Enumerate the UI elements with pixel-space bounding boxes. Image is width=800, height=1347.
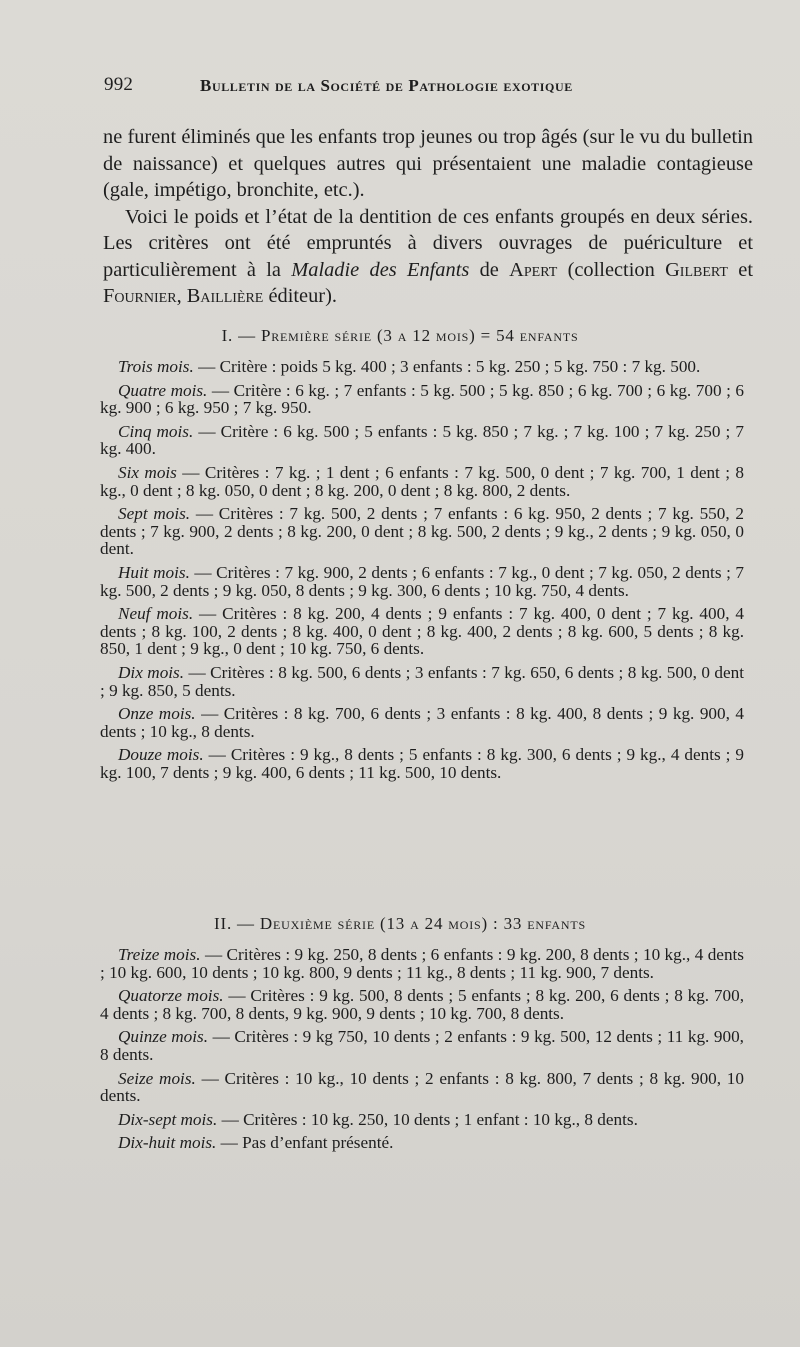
journal-title: Bulletin de la Société de Pathologie exotique (200, 76, 573, 95)
author-apert: Apert (509, 258, 558, 281)
list-item: Sept mois. — Critères : 7 kg. 500, 2 dents ; 7 enfants : 6 kg. 950, 2 dents ; 7 kg. 550, 2 dents ; 7 kg. 900, 2 dents ; 8 kg. 200, 0 dent ; 8 kg. 500, 2 dents ; 9 kg., 2 dents ; 9 kg. 050, 0 dent. (100, 504, 744, 559)
list-item: Quatorze mois. — Critères : 9 kg. 500, 8 dents ; 5 enfants ; 8 kg. 200, 6 dents ; 8 kg. 700, 4 dents ; 8 kg. 700, 8 dents, 9 kg. 900, 9 dents ; 10 kg. 700, 8 dents. (100, 986, 745, 1023)
list-item: Six mois — Critères : 7 kg. ; 1 dent ; 6 enfants : 7 kg. 500, 0 dent ; 7 kg. 700, 1 dent ; 8 kg., 0 dent ; 8 kg. 050, 0 dent ; 8 kg. 200, 0 dent ; 8 kg. 800, 2 dents. (100, 462, 744, 500)
author-fournier: Fournier (103, 285, 177, 307)
intro-paragraph-1: ne furent éliminés que les enfants trop jeunes ou trop âgés (sur le vu du bulletin de naissance) et quelques autres qui présentaient une maladie contagieuse (gale, impétigo, bronchite, etc.). (103, 126, 753, 201)
page-number: 992 (104, 74, 134, 95)
series-1-entries (100, 358, 744, 787)
list-item: Cinq mois. — Critère : 6 kg. 500 ; 5 enfants : 5 kg. 850 ; 7 kg. ; 7 kg. 100 ; 7 kg. 250 ; 7 kg. 400. (100, 421, 744, 459)
intro-text (103, 124, 753, 310)
publisher: Baillière (186, 285, 264, 307)
list-item: Treize mois. — Critères : 9 kg. 250, 8 dents ; 6 enfants : 9 kg. 200, 8 dents ; 10 kg., 4 dents ; 10 kg. 600, 10 dents ; 10 kg. 800, 9 dents ; 11 kg., 8 dents ; 11 kg. 900, 7 dents. (100, 945, 744, 982)
list-item: Onze mois. — Critères : 8 kg. 700, 6 dents ; 3 enfants : 8 kg. 400, 8 dents ; 9 kg. 900, 4 dents ; 10 kg., 8 dents. (100, 704, 744, 741)
list-item: Dix-huit mois. — Pas d’enfant présenté. (118, 1133, 394, 1153)
list-item: Huit mois. — Critères : 7 kg. 900, 2 dents ; 6 enfants : 7 kg., 0 dent ; 7 kg. 050, 2 dents ; 7 kg. 500, 2 dents ; 9 kg. 050, 8 dents ; 9 kg. 300, 6 dents ; 10 kg. 750, 4 dents. (100, 562, 744, 600)
list-item: Dix mois. — Critères : 8 kg. 500, 6 dents ; 3 enfants : 7 kg. 650, 6 dents ; 8 kg. 500, 0 dent ; 9 kg. 850, 5 dents. (100, 662, 744, 700)
list-item: Douze mois. — Critères : 9 kg., 8 dents ; 5 enfants : 8 kg. 300, 6 dents ; 9 kg., 4 dents ; 9 kg. 100, 7 dents ; 9 kg. 400, 6 dents ; 11 kg. 500, 10 dents. (100, 745, 744, 782)
series-2-entries (100, 946, 744, 1158)
list-item: Seize mois. — Critères : 10 kg., 10 dents ; 2 enfants : 8 kg. 800, 7 dents ; 8 kg. 900, 10 dents. (100, 1068, 744, 1106)
section-title-series-2: II. — Deuxième série (13 a 24 mois) : 33 enfants (214, 914, 586, 933)
list-item: Dix-sept mois. — Critères : 10 kg. 250, 10 dents ; 1 enfant : 10 kg., 8 dents. (118, 1109, 638, 1129)
list-item: Trois mois. — Critère : poids 5 kg. 400 ; 3 enfants : 5 kg. 250 ; 5 kg. 750 : 7 kg. 500. (118, 357, 701, 376)
book-title: Maladie des Enfants (291, 258, 470, 281)
list-item: Neuf mois. — Critères : 8 kg. 200, 4 dents ; 9 enfants : 7 kg. 400, 0 dent ; 7 kg. 400, 4 dents ; 8 kg. 100, 2 dents ; 8 kg. 400, 0 dent ; 8 kg. 400, 2 dents ; 8 kg. 600, 5 dents ; 8 kg. 850, 1 dent ; 9 kg., 0 dent ; 10 kg. 750, 6 dents. (100, 604, 745, 659)
list-item: Quinze mois. — Critères : 9 kg 750, 10 dents ; 2 enfants : 9 kg. 500, 12 dents ; 11 kg. 900, 8 dents. (100, 1027, 744, 1064)
list-item: Quatre mois. — Critère : 6 kg. ; 7 enfants : 5 kg. 500 ; 5 kg. 850 ; 6 kg. 700 ; 6 kg. 700 ; 6 kg. 900 ; 6 kg. 950 ; 7 kg. 950. (100, 380, 744, 418)
section-title-series-1: I. — Première série (3 a 12 mois) = 54 enfants (221, 326, 579, 345)
author-gilbert: Gilbert (665, 258, 728, 281)
intro-paragraph-2: Voici le poids et l’état de la dentition de ces enfants groupés en deux séries. Les critères ont été empruntés à divers ouvrages de puériculture et particulièrement à la Maladie des Enfants de Apert (collection Gilbert et Fournier, Baillière éditeur). (103, 205, 753, 307)
